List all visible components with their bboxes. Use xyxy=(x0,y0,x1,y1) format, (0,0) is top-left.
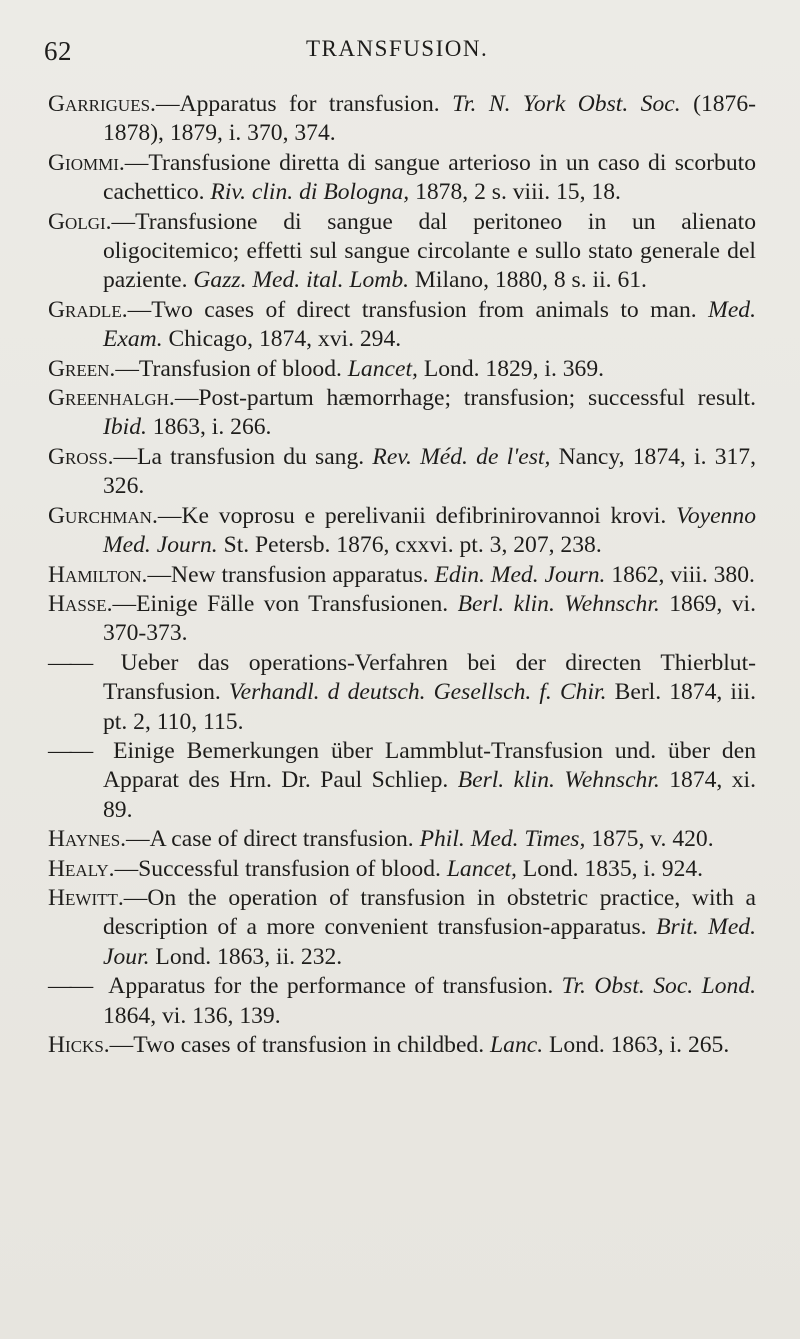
entry-author: Giommi. xyxy=(48,149,125,176)
entry-author: Gradle. xyxy=(48,296,128,323)
ditto-dash: —— xyxy=(48,649,92,676)
entry-citation: St. Petersb. 1876, cxxvi. pt. 3, 207, 238. xyxy=(217,532,602,559)
entry-citation: Chicago, 1874, xvi. 294. xyxy=(162,326,402,353)
entry-journal: Gazz. Med. ital. Lomb. xyxy=(193,267,410,294)
entry-citation: Lond. 1863, ii. 232. xyxy=(149,943,343,970)
entry-journal: Berl. klin. Wehnschr. xyxy=(457,590,660,617)
bibliography-entry xyxy=(48,590,756,649)
entry-title: —Two cases of direct transfusion from animals to man. xyxy=(127,296,709,323)
entry-author: Gurchman. xyxy=(48,502,158,529)
page-header xyxy=(44,36,756,76)
entry-author: Hasse. xyxy=(48,590,113,617)
bibliography-entry xyxy=(48,825,756,854)
bibliography-entry xyxy=(48,884,756,972)
entry-journal: Tr. N. York Obst. Soc. xyxy=(452,91,681,117)
entry-citation: (1876-1878), 1879, i. 370, 374. xyxy=(103,91,757,147)
running-head: TRANSFUSION. xyxy=(306,36,489,61)
entry-title: —Transfusion of blood. xyxy=(115,355,348,382)
entry-citation: Nancy, 1874, i. 317, 326. xyxy=(103,443,756,500)
entry-author: Golgi. xyxy=(48,208,112,235)
bibliography-entry xyxy=(48,443,756,502)
entry-citation: Berl. 1874, iii. pt. 2, 110, 115. xyxy=(103,679,756,735)
entry-author: Healy. xyxy=(48,855,115,882)
entry-title: —Two cases of transfusion in childbed. xyxy=(109,1032,491,1058)
bibliography-entry xyxy=(48,208,756,296)
bibliography-list xyxy=(48,90,756,1060)
bibliography-entry xyxy=(48,737,756,825)
bibliography-entry xyxy=(48,384,756,443)
entry-title: —Einige Fälle von Transfusionen. xyxy=(112,590,458,617)
entry-author: Garrigues. xyxy=(48,91,156,117)
entry-title: —On the operation of transfusion in obstetric practice, with a description of a more convenient transfusion-apparatus. xyxy=(103,884,756,941)
entry-title: —Apparatus for transfusion. xyxy=(155,91,453,117)
bibliography-entry xyxy=(48,296,756,355)
bibliography-entry xyxy=(48,149,756,208)
entry-journal: Lancet, xyxy=(347,355,418,382)
entry-citation: 1862, viii. 380. xyxy=(605,561,755,588)
entry-journal: Edin. Med. Journ. xyxy=(434,561,606,588)
entry-title: —A case of direct transfusion. xyxy=(126,826,420,853)
entry-author: Hamilton. xyxy=(48,561,148,588)
bibliography-entry xyxy=(48,855,756,884)
entry-journal: Berl. klin. Wehnschr. xyxy=(457,767,660,794)
bibliography-entry xyxy=(48,355,756,384)
entry-citation: 1863, i. 266. xyxy=(146,414,272,441)
entry-title: —Transfusione di sangue dal peritoneo in un alienato oligocitemico; effetti sul sangue circolante e sullo stato generale del paziente. xyxy=(103,208,756,294)
ditto-dash: —— xyxy=(48,973,92,1000)
entry-citation: Lond. 1829, i. 369. xyxy=(417,355,605,382)
bibliography-entry xyxy=(48,561,756,590)
entry-citation: Lond. 1835, i. 924. xyxy=(516,855,704,882)
bibliography-entry xyxy=(48,649,756,737)
entry-title: Ueber das operations-Verfahren bei der directen Thierblut-Transfusion. xyxy=(101,649,756,706)
entry-title: Einige Bemerkungen über Lammblut-Transfusion und. über den Apparat des Hrn. Dr. Paul Schliep. xyxy=(101,737,756,794)
entry-title: —Ke voprosu e perelivanii defibrinirovannoi krovi. xyxy=(157,502,677,529)
entry-citation: Lond. 1863, i. 265. xyxy=(543,1032,730,1058)
entry-citation: 1869, vi. 370-373. xyxy=(103,590,756,647)
entry-author: Gross. xyxy=(48,443,114,470)
ditto-dash: —— xyxy=(48,737,92,764)
entry-citation: 1878, 2 s. viii. 15, 18. xyxy=(409,179,621,206)
entry-title: —Post-partum hæmorrhage; transfusion; successful result. xyxy=(174,385,756,412)
entry-title: Apparatus for the performance of transfusion. xyxy=(101,973,562,1000)
bibliography-entry xyxy=(48,90,756,149)
entry-title: —New transfusion apparatus. xyxy=(147,561,435,588)
entry-author: Green. xyxy=(48,355,116,382)
entry-title: —La transfusion du sang. xyxy=(113,443,373,470)
entry-journal: Lancet, xyxy=(446,855,517,882)
page-number: 62 xyxy=(44,36,72,66)
entry-journal: Brit. Med. Jour. xyxy=(103,914,757,970)
entry-journal: Med. Exam. xyxy=(103,296,756,353)
entry-journal: Verhandl. d deutsch. Gesellsch. f. Chir. xyxy=(228,679,607,706)
entry-journal: Tr. Obst. Soc. Lond. xyxy=(561,973,757,1000)
entry-journal: Rev. Méd. de l'est, xyxy=(372,443,551,470)
bibliography-entry xyxy=(48,972,756,1031)
entry-citation: Milano, 1880, 8 s. ii. 61. xyxy=(409,267,647,294)
entry-journal: Voyenno Med. Journ. xyxy=(103,502,756,559)
entry-citation: 1864, vi. 136, 139. xyxy=(103,1002,281,1029)
entry-author: Hicks. xyxy=(48,1032,110,1058)
entry-citation: 1875, v. 420. xyxy=(585,826,714,853)
entry-journal: Ibid. xyxy=(103,414,147,441)
entry-title: —Transfusione diretta di sangue arterioso in un caso di scorbuto cachettico. xyxy=(103,149,756,206)
bibliography-entry xyxy=(48,502,756,561)
entry-journal: Phil. Med. Times, xyxy=(419,826,586,853)
entry-journal: Riv. clin. di Bologna, xyxy=(210,179,410,206)
entry-journal: Lanc. xyxy=(490,1032,544,1058)
entry-author: Hewitt. xyxy=(48,884,124,911)
entry-author: Greenhalgh. xyxy=(48,385,175,412)
entry-author: Haynes. xyxy=(48,826,127,853)
entry-citation: 1874, xi. 89. xyxy=(103,767,756,823)
entry-title: —Successful transfusion of blood. xyxy=(114,855,447,882)
bibliography-entry xyxy=(48,1031,756,1060)
